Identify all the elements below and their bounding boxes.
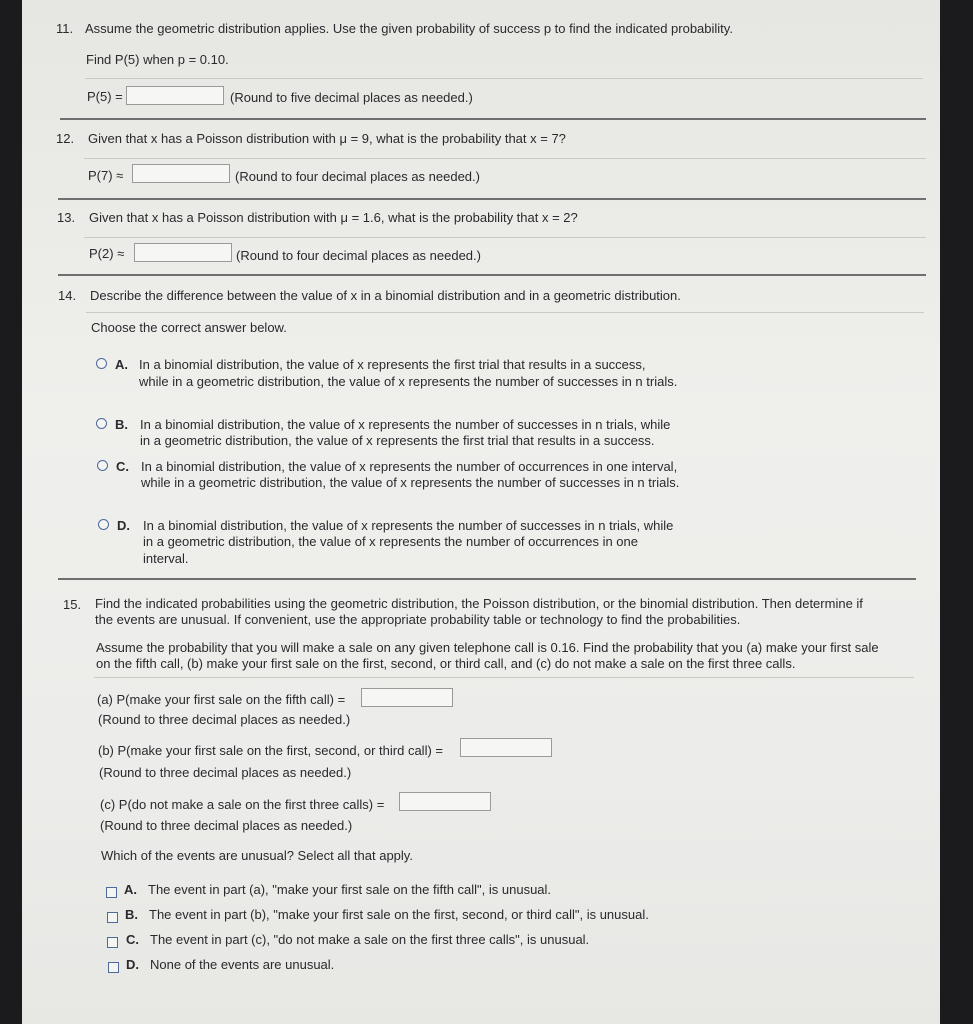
q15-choice-d-checkbox[interactable] [108, 962, 119, 973]
q15-choice-a-checkbox[interactable] [106, 887, 117, 898]
q15-scenario-line2: on the fifth call, (b) make your first sale on the first, second, or third call, and (c) do not make a sale on the first three calls. [96, 656, 796, 671]
q11-number: 11. [56, 21, 74, 36]
q15-choice-a-text[interactable]: The event in part (a), "make your first sale on the fifth call", is unusual. [148, 882, 552, 897]
q13-question-text: Given that x has a Poisson distribution with μ = 1.6, what is the probability that x = 2? [89, 210, 578, 225]
q15-select-prompt: Which of the events are unusual? Select all that apply. [101, 848, 413, 863]
q14-option-c-line1[interactable]: In a binomial distribution, the value of x represents the number of occurrences in one interval, [141, 459, 678, 474]
q14-question-text: Describe the difference between the value of x in a binomial distribution and in a geometric distribution. [90, 288, 681, 303]
q15-part-a-input[interactable] [361, 688, 453, 707]
q11-rounding-hint: (Round to five decimal places as needed.) [230, 90, 473, 105]
q12-answer-label: P(7) ≈ [88, 168, 124, 183]
q11-subtext: Find P(5) when p = 0.10. [86, 52, 229, 67]
q14-prompt: Choose the correct answer below. [91, 320, 287, 335]
q15-part-a-label: (a) P(make your first sale on the fifth call) = [97, 692, 346, 707]
q14-option-d-line3[interactable]: interval. [143, 551, 189, 566]
q14-option-a-letter: A. [115, 357, 128, 372]
q14-option-c-line2[interactable]: while in a geometric distribution, the value of x represents the number of successes in n trials. [141, 475, 680, 490]
q15-choice-b-checkbox[interactable] [107, 912, 118, 923]
q12-answer-input[interactable] [132, 164, 230, 183]
q11-question-text: Assume the geometric distribution applies. Use the given probability of success p to find the indicated probability. [85, 21, 733, 36]
q15-intro-line2: the events are unusual. If convenient, use the appropriate probability table or technology to find the probabilities. [95, 612, 741, 627]
section-divider [58, 274, 926, 276]
q15-choice-a-letter: A. [124, 882, 137, 897]
q15-part-a-hint: (Round to three decimal places as needed.) [98, 712, 351, 727]
section-divider [58, 578, 916, 580]
q15-part-b-hint: (Round to three decimal places as needed.) [99, 765, 352, 780]
q15-part-c-label: (c) P(do not make a sale on the first three calls) = [100, 797, 385, 812]
q13-number: 13. [57, 210, 76, 225]
q15-choice-d-letter: D. [126, 957, 139, 972]
q15-choice-d-text[interactable]: None of the events are unusual. [150, 957, 335, 972]
q12-question-text: Given that x has a Poisson distribution with μ = 9, what is the probability that x = 7? [88, 131, 566, 146]
q12-number: 12. [56, 131, 75, 146]
q13-rounding-hint: (Round to four decimal places as needed.) [236, 248, 481, 263]
q14-option-b-line1[interactable]: In a binomial distribution, the value of x represents the number of successes in n trials, while [140, 417, 671, 432]
divider [84, 158, 926, 159]
q14-option-a-line2[interactable]: while in a geometric distribution, the value of x represents the number of successes in n trials. [139, 374, 678, 389]
q15-choice-b-text[interactable]: The event in part (b), "make your first sale on the first, second, or third call", is unusual. [149, 907, 649, 922]
q15-choice-c-checkbox[interactable] [107, 937, 118, 948]
divider [85, 78, 923, 79]
q15-number: 15. [63, 597, 82, 612]
q13-answer-input[interactable] [134, 243, 232, 262]
q14-option-b-radio[interactable] [96, 418, 107, 429]
q15-part-b-input[interactable] [460, 738, 552, 757]
q14-option-b-letter: B. [115, 417, 128, 432]
q11-answer-input[interactable] [126, 86, 224, 105]
q15-choice-c-letter: C. [126, 932, 139, 947]
q14-number: 14. [58, 288, 77, 303]
q15-part-c-hint: (Round to three decimal places as needed.) [100, 818, 353, 833]
q15-intro-line1: Find the indicated probabilities using the geometric distribution, the Poisson distribution, or the binomial distribution. Then determine if [95, 596, 863, 611]
q14-option-d-line1[interactable]: In a binomial distribution, the value of x represents the number of successes in n trials, while [143, 518, 674, 533]
homework-page [22, 0, 940, 1024]
section-divider [58, 198, 926, 200]
q15-choice-c-text[interactable]: The event in part (c), "do not make a sale on the first three calls", is unusual. [150, 932, 590, 947]
q11-answer-label: P(5) = [87, 89, 123, 104]
q15-part-b-label: (b) P(make your first sale on the first, second, or third call) = [98, 743, 443, 758]
q14-option-c-radio[interactable] [97, 460, 108, 471]
q15-scenario-line1: Assume the probability that you will make a sale on any given telephone call is 0.16. Find the probability that you (a) make your first sale [96, 640, 879, 655]
q15-part-c-input[interactable] [399, 792, 491, 811]
q12-rounding-hint: (Round to four decimal places as needed.) [235, 169, 480, 184]
q14-option-d-letter: D. [117, 518, 130, 533]
divider [94, 677, 914, 678]
q14-option-c-letter: C. [116, 459, 129, 474]
divider [86, 312, 924, 313]
q14-option-d-radio[interactable] [98, 519, 109, 530]
q14-option-a-line1[interactable]: In a binomial distribution, the value of x represents the first trial that results in a success, [139, 357, 646, 372]
divider [84, 237, 926, 238]
q14-option-a-radio[interactable] [96, 358, 107, 369]
q13-answer-label: P(2) ≈ [89, 246, 125, 261]
section-divider [60, 118, 926, 120]
q15-choice-b-letter: B. [125, 907, 138, 922]
q14-option-d-line2[interactable]: in a geometric distribution, the value of x represents the number of occurrences in one [143, 534, 638, 549]
q14-option-b-line2[interactable]: in a geometric distribution, the value of x represents the first trial that results in a success. [140, 433, 655, 448]
